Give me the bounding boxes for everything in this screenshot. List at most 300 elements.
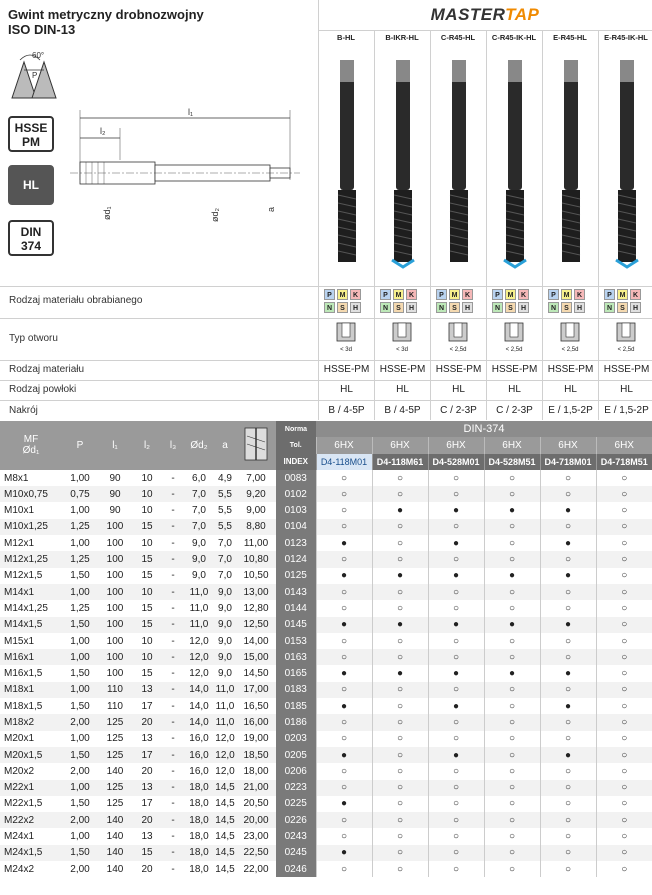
cell-drill: 22,00 <box>243 863 269 875</box>
availability-mark: ○ <box>316 731 372 747</box>
availability-mark: ● <box>484 665 540 681</box>
tolerance-5: 6HX <box>596 437 652 453</box>
cell-d2: 14,0 <box>189 700 209 712</box>
cell-drill: 16,50 <box>243 700 269 712</box>
material-group-label: K <box>574 289 585 300</box>
availability-mark: ○ <box>428 714 484 730</box>
availability-mark: ○ <box>316 502 372 518</box>
cell-l2: 10 <box>141 537 153 549</box>
cell-l2: 17 <box>141 798 153 810</box>
availability-mark: ○ <box>372 796 428 812</box>
cell-thread: M15x1 <box>4 635 35 647</box>
cell-d2: 16,0 <box>189 733 209 745</box>
availability-mark: ○ <box>428 633 484 649</box>
cell-thread: M16x1,5 <box>4 668 43 680</box>
availability-mark: ○ <box>596 861 652 877</box>
material-group-label: N <box>548 302 559 313</box>
cell-l3: - <box>162 551 184 567</box>
cell-pitch: 1,50 <box>70 570 90 582</box>
cell-l3: - <box>162 845 184 861</box>
cell-l1: 100 <box>106 602 124 614</box>
cell-drill: 8,80 <box>236 519 276 535</box>
cell-code: 0243 <box>276 828 316 844</box>
material-group-1 <box>380 289 428 317</box>
availability-mark: ○ <box>540 682 596 698</box>
cell-a: 11,0 <box>214 682 236 698</box>
material-group-label: S <box>337 302 348 313</box>
cell-thread: M8x1 <box>4 472 29 484</box>
cell-l3: - <box>171 798 175 810</box>
materials-value-5: HSSE-PM <box>603 364 650 375</box>
header-mf <box>0 421 62 470</box>
material-group-label: H <box>350 302 361 313</box>
availability-mark: ○ <box>596 519 652 535</box>
blind-hole-icon-2 <box>447 322 469 353</box>
cell-d2: 9,0 <box>192 570 206 582</box>
availability-mark: ● <box>372 568 428 584</box>
cell-code: 0185 <box>276 698 316 714</box>
cuts-value-1: B / 4-5P <box>384 405 421 416</box>
material-group-4 <box>548 289 596 317</box>
cell-a: 12,0 <box>214 747 236 763</box>
availability-mark: ○ <box>596 796 652 812</box>
cell-thread: M24x1,5 <box>0 845 62 861</box>
table-row <box>0 747 652 763</box>
cell-pitch: 1,50 <box>62 747 98 763</box>
cell-pitch: 1,50 <box>70 700 90 712</box>
cell-a: 9,0 <box>218 668 232 680</box>
availability-mark: ● <box>428 502 484 518</box>
cell-l2: 15 <box>141 570 153 582</box>
availability-mark: ○ <box>596 617 652 633</box>
availability-mark: ● <box>316 698 372 714</box>
drawing-l2: l₂ <box>100 126 106 136</box>
cell-thread: M12x1 <box>4 537 35 549</box>
tolerance-1: 6HX <box>372 437 428 453</box>
cell-l3: - <box>171 765 175 777</box>
cell-l2: 13 <box>141 733 153 745</box>
cell-l2: 13 <box>132 682 162 698</box>
availability-mark: ○ <box>596 470 652 486</box>
cell-l3: - <box>171 602 175 614</box>
tool-code-1: B-IKR-HL <box>385 33 419 42</box>
availability-mark: ● <box>316 845 372 861</box>
availability-mark: ○ <box>540 828 596 844</box>
availability-mark: ○ <box>596 551 652 567</box>
cell-l1: 110 <box>107 700 123 712</box>
cell-a: 5,5 <box>214 486 236 502</box>
cell-code: 0245 <box>276 845 316 861</box>
cell-a: 12,0 <box>215 733 235 745</box>
cell-a: 12,0 <box>215 765 235 777</box>
availability-mark: ● <box>372 502 428 518</box>
cell-a: 9,0 <box>218 635 232 647</box>
availability-mark: ○ <box>484 796 540 812</box>
material-group-label: M <box>449 289 460 300</box>
cell-l1: 140 <box>98 845 132 861</box>
availability-mark: ○ <box>372 682 428 698</box>
cell-thread: M20x1,5 <box>0 747 62 763</box>
availability-mark: ○ <box>316 812 372 828</box>
cuts-value-0: B / 4-5P <box>328 405 365 416</box>
availability-mark: ○ <box>540 714 596 730</box>
hole-depth-5: < 2,5d <box>617 347 635 353</box>
header-l3: l₃ <box>162 421 184 470</box>
availability-mark: ○ <box>596 682 652 698</box>
cell-l1: 125 <box>106 733 124 745</box>
availability-mark: ○ <box>316 828 372 844</box>
cell-a: 14,5 <box>214 812 236 828</box>
material-group-label: S <box>617 302 628 313</box>
cell-d2: 18,0 <box>189 863 209 875</box>
cuts-value-2: C / 2-3P <box>440 405 477 416</box>
table-row <box>0 486 652 502</box>
availability-mark: ○ <box>316 780 372 796</box>
cell-a: 14,5 <box>215 798 235 810</box>
material-group-label: P <box>548 289 559 300</box>
availability-mark: ● <box>484 502 540 518</box>
availability-mark: ○ <box>596 600 652 616</box>
profile-pitch: P <box>32 71 38 80</box>
header-l2: l₂ <box>132 421 162 470</box>
material-group-label: P <box>604 289 615 300</box>
availability-mark: ○ <box>484 763 540 779</box>
index-code-1[interactable]: D4-118M61 <box>372 454 428 470</box>
blind-hole-icon-5 <box>615 322 637 353</box>
cell-pitch: 2,00 <box>70 863 90 875</box>
label-coating: Rodzaj powłoki <box>9 384 77 395</box>
availability-mark: ○ <box>540 584 596 600</box>
cell-drill: 12,50 <box>236 617 276 633</box>
cell-l1: 100 <box>106 537 124 549</box>
cell-l1: 140 <box>98 812 132 828</box>
badge-din374: DIN 374 <box>8 220 54 256</box>
table-row <box>0 763 652 779</box>
availability-mark: ○ <box>540 649 596 665</box>
availability-mark: ● <box>540 535 596 551</box>
availability-mark: ○ <box>372 470 428 486</box>
cell-a: 9,0 <box>214 617 236 633</box>
spec-table <box>0 421 652 877</box>
table-row <box>0 714 652 730</box>
cell-pitch: 1,50 <box>62 845 98 861</box>
cell-l1: 100 <box>98 584 132 600</box>
table-row <box>0 682 652 698</box>
cell-l3: - <box>171 733 175 745</box>
hole-depth-4: < 2,5d <box>561 347 579 353</box>
availability-mark: ○ <box>372 714 428 730</box>
availability-mark: ○ <box>484 780 540 796</box>
divider <box>0 380 652 381</box>
cell-pitch: 1,50 <box>62 617 98 633</box>
cell-code: 0223 <box>276 780 316 796</box>
cell-pitch: 1,00 <box>62 780 98 796</box>
cell-l3: - <box>171 863 175 875</box>
cell-drill: 14,50 <box>243 668 269 680</box>
availability-mark: ● <box>484 568 540 584</box>
availability-mark: ○ <box>484 535 540 551</box>
availability-mark: ○ <box>540 861 596 877</box>
table-row <box>0 812 652 828</box>
cell-l3: - <box>171 831 175 843</box>
table-row <box>0 584 652 600</box>
availability-mark: ● <box>316 747 372 763</box>
cell-pitch: 1,25 <box>62 551 98 567</box>
cell-l3: - <box>171 505 175 517</box>
availability-mark: ○ <box>484 698 540 714</box>
cell-pitch: 1,25 <box>70 602 90 614</box>
availability-mark: ○ <box>596 714 652 730</box>
availability-mark: ○ <box>484 486 540 502</box>
availability-mark: ○ <box>484 812 540 828</box>
availability-mark: ○ <box>596 731 652 747</box>
cell-a: 5,5 <box>218 505 232 517</box>
availability-mark: ○ <box>372 780 428 796</box>
availability-mark: ○ <box>428 845 484 861</box>
cell-pitch: 2,00 <box>62 714 98 730</box>
cell-thread: M14x1 <box>0 584 62 600</box>
material-group-label: K <box>518 289 529 300</box>
material-group-label: N <box>324 302 335 313</box>
availability-mark: ○ <box>540 486 596 502</box>
material-group-label: M <box>505 289 516 300</box>
header-thread-icon <box>236 421 276 470</box>
header-tol: Tol. <box>276 437 316 453</box>
index-code-3[interactable]: D4-528M51 <box>484 454 540 470</box>
cell-d2: 12,0 <box>189 668 209 680</box>
availability-mark: ○ <box>316 649 372 665</box>
table-row <box>0 617 652 633</box>
availability-mark: ○ <box>316 600 372 616</box>
availability-mark: ○ <box>372 763 428 779</box>
header-p: P <box>62 421 98 470</box>
cell-l1: 100 <box>98 551 132 567</box>
availability-mark: ○ <box>484 845 540 861</box>
availability-mark: ○ <box>428 682 484 698</box>
availability-mark: ○ <box>316 714 372 730</box>
material-group-3 <box>492 289 540 317</box>
index-code-5[interactable]: D4-718M51 <box>596 454 652 470</box>
material-group-label: H <box>518 302 529 313</box>
availability-mark: ● <box>428 747 484 763</box>
materials-value-2: HSSE-PM <box>435 364 482 375</box>
cell-d2: 16,0 <box>189 765 209 777</box>
header-a: a <box>214 421 236 470</box>
cell-thread: M18x1 <box>0 682 62 698</box>
thread-profile-icon <box>10 50 60 102</box>
table-row <box>0 649 652 665</box>
material-group-label: H <box>406 302 417 313</box>
availability-mark: ○ <box>372 535 428 551</box>
cell-code: 0246 <box>276 861 316 877</box>
availability-mark: ○ <box>372 747 428 763</box>
availability-mark: ○ <box>596 845 652 861</box>
availability-mark: ○ <box>596 665 652 681</box>
availability-mark: ○ <box>316 486 372 502</box>
availability-mark: ○ <box>316 551 372 567</box>
availability-mark: ○ <box>428 519 484 535</box>
tap-image-0 <box>318 55 374 280</box>
availability-mark: ● <box>316 665 372 681</box>
availability-mark: ○ <box>484 649 540 665</box>
cell-d2: 9,0 <box>184 551 214 567</box>
cell-thread: M24x2 <box>4 863 35 875</box>
table-row <box>0 600 652 616</box>
index-code-0[interactable]: D4-118M01 <box>316 454 372 470</box>
material-group-label: H <box>574 302 585 313</box>
cell-pitch: 1,00 <box>70 537 90 549</box>
cell-thread: M22x2 <box>0 812 62 828</box>
hole-depth-2: < 2,5d <box>449 347 467 353</box>
cell-drill: 10,80 <box>236 551 276 567</box>
cell-l1: 140 <box>106 831 124 843</box>
cell-code: 0206 <box>276 763 316 779</box>
cell-drill: 13,00 <box>236 584 276 600</box>
table-row <box>0 731 652 747</box>
availability-mark: ○ <box>372 812 428 828</box>
cell-l3: - <box>162 649 184 665</box>
cell-l1: 100 <box>98 649 132 665</box>
cell-drill: 21,00 <box>236 780 276 796</box>
cell-thread: M18x1,5 <box>4 700 43 712</box>
index-code-4[interactable]: D4-718M01 <box>540 454 596 470</box>
material-group-label: K <box>350 289 361 300</box>
cell-l3: - <box>171 472 175 484</box>
cell-thread: M22x1,5 <box>4 798 43 810</box>
cell-pitch: 1,00 <box>62 584 98 600</box>
availability-mark: ○ <box>428 812 484 828</box>
table-row <box>0 861 652 877</box>
materials-value-0: HSSE-PM <box>323 364 370 375</box>
cell-l2: 10 <box>132 486 162 502</box>
cell-a: 7,0 <box>218 570 232 582</box>
cell-l2: 20 <box>141 863 153 875</box>
cell-code: 0165 <box>276 665 316 681</box>
cell-thread: M24x1 <box>4 831 35 843</box>
cell-thread: M10x1 <box>4 505 35 517</box>
table-row <box>0 845 652 861</box>
page-title <box>8 7 204 37</box>
table-row <box>0 568 652 584</box>
blind-hole-icon-3 <box>503 322 525 353</box>
material-group-label: K <box>406 289 417 300</box>
availability-mark: ○ <box>428 780 484 796</box>
label-hole-type: Typ otworu <box>9 333 58 344</box>
cell-drill: 9,00 <box>246 505 266 517</box>
cell-l3: - <box>171 635 175 647</box>
availability-mark: ○ <box>372 486 428 502</box>
availability-mark: ○ <box>428 828 484 844</box>
cell-d2: 12,0 <box>189 635 209 647</box>
material-group-label: P <box>380 289 391 300</box>
cuts-value-4: E / 1,5-2P <box>548 405 593 416</box>
availability-mark: ● <box>428 568 484 584</box>
cell-drill: 10,50 <box>243 570 269 582</box>
cell-a: 14,5 <box>214 845 236 861</box>
material-group-label: N <box>492 302 503 313</box>
tool-code-0: B-HL <box>337 33 355 42</box>
cell-code: 0183 <box>276 682 316 698</box>
cell-l3: - <box>162 519 184 535</box>
cell-thread: M14x1,5 <box>0 617 62 633</box>
availability-mark: ● <box>540 747 596 763</box>
tolerance-3: 6HX <box>484 437 540 453</box>
availability-mark: ○ <box>428 551 484 567</box>
availability-mark: ○ <box>372 731 428 747</box>
cell-l3: - <box>171 668 175 680</box>
header-d1-label: Ød₁ <box>22 445 40 457</box>
table-row <box>0 535 652 551</box>
cell-code: 0102 <box>276 486 316 502</box>
cell-l2: 10 <box>132 584 162 600</box>
table-row <box>0 502 652 518</box>
availability-mark: ○ <box>428 763 484 779</box>
cell-d2: 7,0 <box>184 486 214 502</box>
cell-drill: 20,50 <box>243 798 269 810</box>
cell-l3: - <box>162 780 184 796</box>
cell-l1: 100 <box>98 617 132 633</box>
cell-l1: 100 <box>106 570 124 582</box>
availability-mark: ○ <box>372 551 428 567</box>
tool-code-2: C-R45-HL <box>440 33 476 42</box>
availability-mark: ○ <box>428 861 484 877</box>
availability-mark: ○ <box>540 796 596 812</box>
availability-mark: ○ <box>484 731 540 747</box>
divider <box>0 318 652 319</box>
table-row <box>0 470 652 486</box>
cell-a: 14,5 <box>215 863 235 875</box>
cell-drill: 17,00 <box>236 682 276 698</box>
availability-mark: ○ <box>540 812 596 828</box>
material-group-label: M <box>561 289 572 300</box>
cell-pitch: 2,00 <box>62 812 98 828</box>
availability-mark: ○ <box>596 502 652 518</box>
cell-d2: 14,0 <box>184 682 214 698</box>
cell-a: 5,5 <box>214 519 236 535</box>
cell-a: 11,0 <box>215 700 235 712</box>
cell-code: 0226 <box>276 812 316 828</box>
cell-code: 0144 <box>276 600 316 616</box>
cell-pitch: 1,00 <box>70 733 90 745</box>
table-row <box>0 519 652 535</box>
availability-mark: ○ <box>316 584 372 600</box>
cell-code: 0203 <box>276 731 316 747</box>
cell-l3: - <box>162 617 184 633</box>
cell-l1: 125 <box>106 798 124 810</box>
availability-mark: ○ <box>596 633 652 649</box>
material-group-label: M <box>337 289 348 300</box>
availability-mark: ○ <box>428 600 484 616</box>
index-code-2[interactable]: D4-528M01 <box>428 454 484 470</box>
cell-pitch: 0,75 <box>62 486 98 502</box>
cell-thread: M22x1 <box>0 780 62 796</box>
availability-mark: ○ <box>372 584 428 600</box>
cell-l2: 15 <box>132 551 162 567</box>
cell-code: 0163 <box>276 649 316 665</box>
hole-depth-3: < 2,5d <box>505 347 523 353</box>
cell-drill: 15,00 <box>236 649 276 665</box>
availability-mark: ○ <box>484 861 540 877</box>
tool-code-3: C-R45-IK-HL <box>491 33 537 42</box>
availability-mark: ○ <box>372 845 428 861</box>
brand-logo <box>318 0 652 30</box>
cell-a: 4,9 <box>218 472 232 484</box>
table-row <box>0 828 652 844</box>
cell-code: 0103 <box>276 502 316 518</box>
availability-mark: ○ <box>596 763 652 779</box>
material-group-label: K <box>462 289 473 300</box>
cell-thread: M20x2 <box>4 765 35 777</box>
